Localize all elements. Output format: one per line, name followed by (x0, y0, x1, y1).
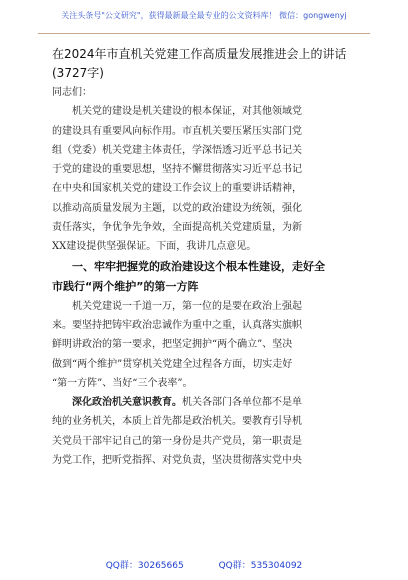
text-line: 组（党委）机关党建主体责任，学深悟透习近平总书记关 (52, 144, 302, 156)
page-header (0, 0, 408, 40)
document-body (52, 45, 358, 470)
text-line: XX建设提供坚强保证。下面，我讲几点意见。 (52, 241, 257, 253)
text-line: 机关党建说一千道一万，第一位的是要在政治上强起 (72, 300, 302, 312)
document-word-count: (3727字) (52, 66, 104, 80)
footer-qq-group-2: QQ群：535304092 (218, 561, 303, 571)
text-line (52, 393, 358, 412)
text-line: 做到“两个维护”贯穿机关党建全过程各方面，切实走好 (52, 358, 293, 370)
text-line: 为党工作，把听党指挥、对党负责，坚决贯彻落实党中央 (52, 455, 302, 467)
paragraph-political (52, 297, 358, 393)
text-line: 责任落实，争优争先争效，全面提高机关党建质量，为新 (52, 222, 302, 234)
text-line: 鲜明讲政治的第一要求，把坚定拥护“两个确立”、坚决 (52, 339, 293, 351)
heading-line: 一、牢牢把握党的政治建设这个根本性建设，走好全 (72, 259, 325, 273)
paragraph-awareness (52, 393, 358, 470)
section-heading-1 (52, 257, 358, 297)
salutation: 同志们： (52, 87, 92, 98)
text-line: 关党员干部牢记自己的第一身份是共产党员，第一职责是 (52, 435, 302, 447)
text-line: 以推动高质量发展为主题，以党的政治建设为统领，强化 (52, 202, 302, 214)
text-line: 的建设具有重要风向标作用。市直机关要压紧压实部门党 (52, 125, 302, 137)
text-line: 机关党的建设是机关建设的根本保证，对其他领域党 (72, 106, 302, 118)
text-line: 来。要坚持把铸牢政治忠诚作为重中之重，认真落实旗帜 (52, 319, 302, 331)
paragraph-intro (52, 102, 358, 256)
heading-line: 市践行“两个维护”的第一方阵 (52, 279, 199, 293)
document-title: 在2024年市直机关党建工作高质量发展推进会上的讲话 (52, 47, 347, 61)
header-divider (38, 33, 370, 34)
text-line: 于党的建设的重要思想，坚持不懈贯彻落实习近平总书记 (52, 164, 302, 176)
header-promo-text: 关注头条号"公文研究"，获得最新最全最专业的公文资料库！ 微信：gongwenyj (61, 11, 347, 20)
text-line: 在中央和国家机关党的建设工作会议上的重要讲话精神， (52, 183, 302, 195)
footer-qq-group-1: QQ群：30265665 (105, 561, 184, 571)
text-line: 纯的业务机关，本质上首先都是政治机关。要教育引导机 (52, 416, 302, 428)
text-run: 机关各部门各单位都不是单 (182, 397, 302, 409)
bold-subheading: 深化政治机关意识教育。 (72, 397, 182, 409)
text-line: “第一方阵”、当好“三个表率”。 (52, 377, 193, 389)
page-footer (0, 558, 408, 571)
